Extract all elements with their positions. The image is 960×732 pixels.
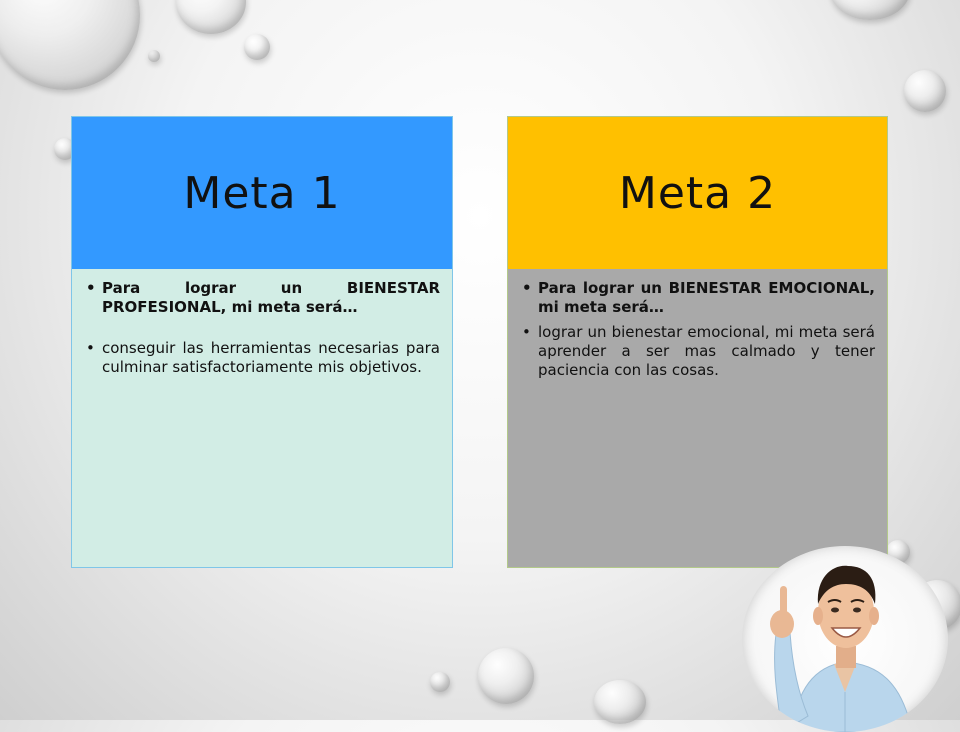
goal-card-2-header	[508, 117, 887, 269]
water-drop-decoration	[244, 34, 270, 60]
water-drop-decoration	[176, 0, 246, 34]
water-drop-decoration	[148, 50, 160, 62]
goal-card-2-body	[508, 269, 887, 567]
goal-card-1-body	[72, 269, 452, 567]
water-drop-decoration	[830, 0, 910, 20]
goal-card-2-list	[518, 279, 875, 380]
smiling-man-illustration	[742, 546, 948, 732]
goal-card-2-title: Meta 2	[618, 167, 777, 219]
goal-card-2-item: • lograr un bienestar emocional, mi meta será aprender a ser mas calmado y tener paciencia con las cosas.	[518, 323, 875, 380]
goal-card-1-list	[82, 279, 440, 377]
goal-card-1-title: Meta 1	[183, 167, 341, 219]
goal-card-1-item: • conseguir las herramientas necesarias para culminar satisfactoriamente mis objetivos.	[82, 339, 440, 377]
goal-card-2-item: • Para lograr un BIENESTAR EMOCIONAL, mi meta será…	[518, 279, 875, 317]
smiling-man-photo	[742, 546, 948, 732]
water-drop-decoration	[478, 648, 534, 704]
water-drop-decoration	[594, 680, 646, 724]
water-drop-decoration	[0, 0, 140, 90]
goal-card-1	[71, 116, 453, 568]
goal-card-2	[507, 116, 888, 568]
goal-card-1-header	[72, 117, 452, 269]
water-drop-decoration	[904, 70, 946, 112]
water-drop-decoration	[430, 672, 450, 692]
goal-card-1-item: • Para lograr un BIENESTAR PROFESIONAL, mi meta será…	[82, 279, 440, 317]
